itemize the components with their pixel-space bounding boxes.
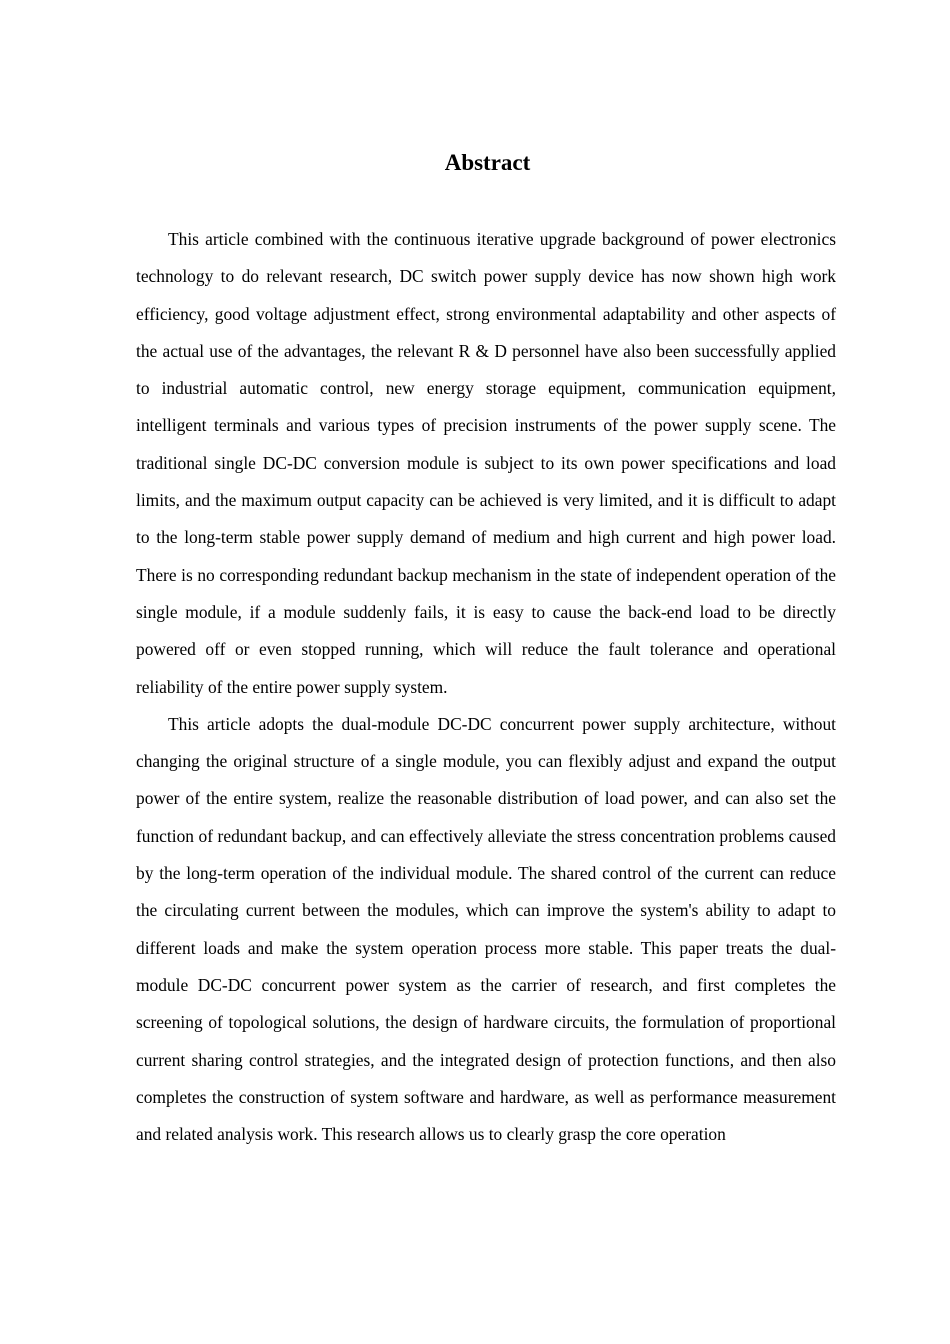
- abstract-title: Abstract: [444, 150, 531, 175]
- abstract-body: [136, 221, 836, 1153]
- abstract-paragraph-1: This article combined with the continuous iterative upgrade background of power electronics technology to do relevant research, DC switch power supply device has now shown high work efficiency, good voltage adjustment effect, strong environmental adaptability and other aspects of the actual use of the advantages, the relevant R & D personnel have also been successfully applied to industrial automatic control, new energy storage equipment, communication equipment, intelligent terminals and various types of precision instruments of the power supply scene. The traditional single DC-DC conversion module is subject to its own power specifications and load limits, and the maximum output capacity can be achieved is very limited, and it is difficult to adapt to the long-term stable power supply demand of medium and high current and high power load. There is no corresponding redundant backup mechanism in the state of independent operation of the single module, if a module suddenly fails, it is easy to cause the back-end load to be directly powered off or even stopped running, which will reduce the fault tolerance and operational reliability of the entire power supply system.: [136, 229, 836, 697]
- abstract-paragraph-2: This article adopts the dual-module DC-DC concurrent power supply architecture, without changing the original structure of a single module, you can flexibly adjust and expand the output power of the entire system, realize the reasonable distribution of load power, and can also set the function of redundant backup, and can effectively alleviate the stress concentration problems caused by the long-term operation of the individual module. The shared control of the current can reduce the circulating current between the modules, which can improve the system's ability to adapt to different loads and make the system operation process more stable. This paper treats the dual-module DC-DC concurrent power system as the carrier of research, and first completes the screening of topological solutions, the design of hardware circuits, the formulation of proportional current sharing control strategies, and the integrated design of protection functions, and then also completes the construction of system software and hardware, as well as performance measurement and related analysis work. This research allows us to clearly grasp the core operation: [136, 713, 836, 1145]
